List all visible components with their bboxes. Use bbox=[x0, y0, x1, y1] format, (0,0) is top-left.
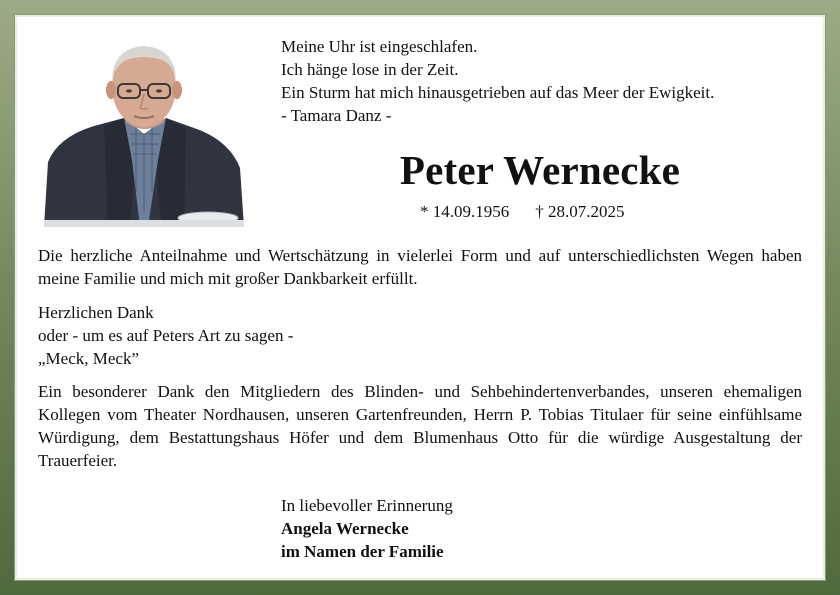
special-thanks-paragraph: Ein besonderer Dank den Mitgliedern des Blinden- und Sehbehindertenverbandes, unseren ehemaligen Kollegen vom Theater Nordhausen, unseren Gartenfreunden, Herrn P. Tobias Titulaer für seine einfühlsame Würdigung, dem Bestattungshaus Höfer und dem Blumenhaus Otto für die würdige Ausgestaltung der Trauerfeier. bbox=[38, 382, 802, 470]
quote-line: Meine Uhr ist eingeschlafen. bbox=[281, 37, 478, 56]
quote-author: - Tamara Danz - bbox=[281, 106, 392, 125]
thanks-line: Herzlichen Dank bbox=[38, 303, 154, 322]
quote-line: Ich hänge lose in der Zeit. bbox=[281, 60, 459, 79]
acknowledgement-paragraph: Die herzliche Anteilnahme und Wertschätzung in vielerlei Form und auf unterschiedlichsten Wegen haben meine Familie und mich mit großer Dankbarkeit erfüllt. bbox=[38, 246, 802, 288]
thanks-block bbox=[38, 301, 802, 370]
portrait-illustration bbox=[44, 42, 244, 227]
thanks-line: „Meck, Meck” bbox=[38, 349, 140, 368]
deceased-name: Peter Wernecke bbox=[399, 147, 681, 193]
quote-line: Ein Sturm hat mich hinausgetrieben auf das Meer der Ewigkeit. bbox=[281, 83, 715, 102]
signature-intro: In liebevoller Erinnerung bbox=[281, 496, 453, 515]
birth-date: * 14.09.1956 bbox=[420, 202, 510, 221]
thanks-line: oder - um es auf Peters Art zu sagen - bbox=[38, 326, 294, 345]
death-date: † 28.07.2025 bbox=[535, 202, 625, 221]
life-dates bbox=[420, 201, 625, 223]
memorial-quote bbox=[281, 35, 714, 127]
signature-block bbox=[281, 494, 453, 563]
signature-family: im Namen der Familie bbox=[281, 542, 444, 561]
portrait-photo bbox=[44, 42, 244, 227]
signature-name: Angela Wernecke bbox=[281, 519, 409, 538]
